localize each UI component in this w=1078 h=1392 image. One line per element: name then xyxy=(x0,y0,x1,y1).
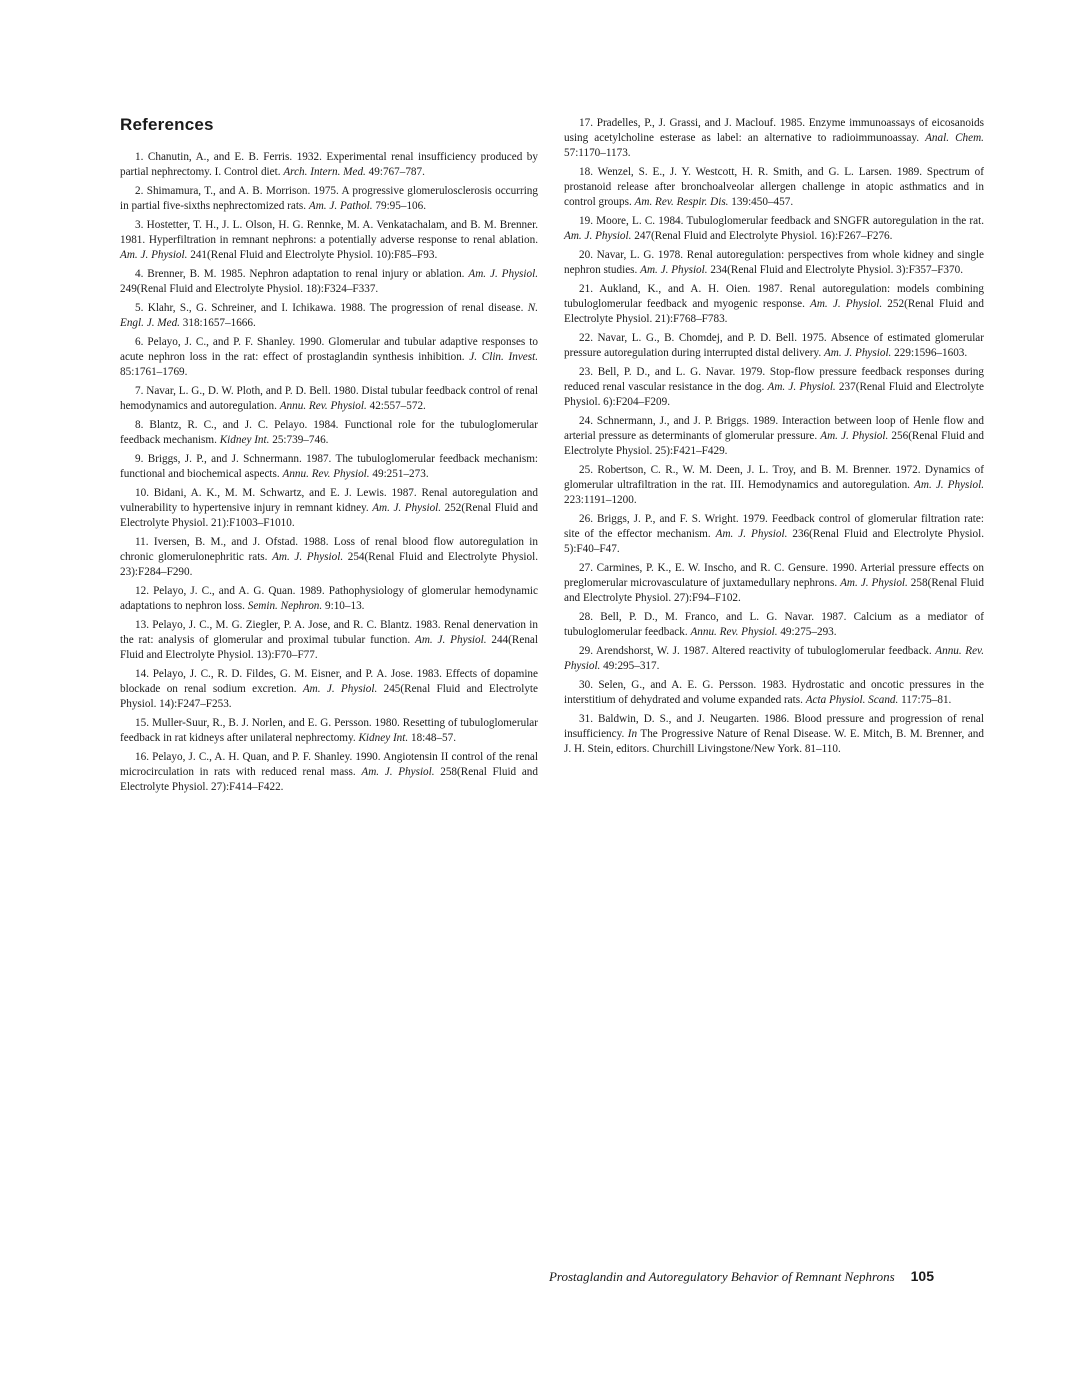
journal-name: Am. J. Physiol. xyxy=(120,249,188,261)
reference-entry: 13. Pelayo, J. C., M. G. Ziegler, P. A. Jose, and R. C. Blantz. 1983. Renal denervation in the rat: analysis of glomerular and proximal tubular function. Am. J. Physiol. 244(Renal Fluid and Electrolyte Physiol. 13):F70–F77. xyxy=(120,619,538,661)
journal-name: Am. J. Physiol. xyxy=(302,683,378,695)
reference-entry: 5. Klahr, S., G. Schreiner, and I. Ichikawa. 1988. The progression of renal disease. N. Engl. J. Med. 318:1657–1666. xyxy=(120,302,538,329)
journal-name: Annu. Rev. Physiol. xyxy=(564,645,984,672)
journal-name: Am. Rev. Respir. Dis. xyxy=(634,196,729,208)
journal-name: Arch. Intern. Med. xyxy=(283,166,366,178)
journal-name: Am. J. Pathol. xyxy=(308,200,373,212)
journal-name: Am. J. Physiol. xyxy=(361,766,435,778)
reference-entry: 27. Carmines, P. K., E. W. Inscho, and R. C. Gensure. 1990. Arterial pressure effects on preglomerular microvasculature of juxtamedullary nephrons. Am. J. Physiol. 258(Renal Fluid and Electrolyte Physiol. 27):F94–F102. xyxy=(564,562,984,604)
journal-name: Am. J. Physiol. xyxy=(415,634,487,646)
reference-entry: 16. Pelayo, J. C., A. H. Quan, and P. F. Shanley. 1990. Angiotensin II control of the renal microcirculation in rats with reduced renal mass. Am. J. Physiol. 258(Renal Fluid and Electrolyte Physiol. 27):F414–F422. xyxy=(120,751,538,793)
journal-name: Am. J. Physiol. xyxy=(715,528,788,540)
journal-name: Annu. Rev. Physiol. xyxy=(279,400,367,412)
journal-name: Am. J. Physiol. xyxy=(823,347,892,359)
journal-name: Am. J. Physiol. xyxy=(820,430,889,442)
running-title: Prostaglandin and Autoregulatory Behavior of Remnant Nephrons xyxy=(548,1269,895,1284)
reference-entry: 6. Pelayo, J. C., and P. F. Shanley. 1990. Glomerular and tubular adaptive responses to acute nephron loss in the rat: effect of prostaglandin synthesis inhibition. J. Clin. Invest. 85:1761–1769. xyxy=(120,336,539,378)
reference-entry: 31. Baldwin, D. S., and J. Neugarten. 1986. Blood pressure and progression of renal insufficiency. In The Progressive Nature of Renal Disease. W. E. Mitch, B. M. Brenner, and J. H. Stein, editors. Churchill Livingstone/New York. 81–110. xyxy=(564,713,984,755)
reference-entry: 20. Navar, L. G. 1978. Renal autoregulation: perspectives from whole kidney and single nephron studies. Am. J. Physiol. 234(Renal Fluid and Electrolyte Physiol. 3):F357–F370. xyxy=(564,249,984,276)
reference-entry: 11. Iversen, B. M., and J. Ofstad. 1988. Loss of renal blood flow autoregulation in chronic glomerulonephritic rats. Am. J. Physiol. 254(Renal Fluid and Electrolyte Physiol. 23):F284–F290. xyxy=(120,536,538,578)
journal-name: Anal. Chem. xyxy=(925,132,984,144)
journal-name: J. Clin. Invest. xyxy=(469,351,539,363)
reference-entry: 8. Blantz, R. C., and J. C. Pelayo. 1984. Functional role for the tubuloglomerular feedback mechanism. Kidney Int. 25:739–746. xyxy=(120,419,538,446)
journal-name: Am. J. Physiol. xyxy=(767,381,836,393)
reference-entry: 26. Briggs, J. P., and F. S. Wright. 1979. Feedback control of glomerular filtration rate: site of the effector mechanism. Am. J. Physiol. 236(Renal Fluid and Electrolyte Physiol. 5):F40–F47. xyxy=(564,513,985,555)
journal-name: Am. J. Physiol. xyxy=(564,230,632,242)
reference-entry: 18. Wenzel, S. E., J. Y. Westcott, H. R. Smith, and G. L. Larsen. 1989. Spectrum of prostanoid release after bronchoalveolar allergen challenge in atopic asthmatics and in control groups. Am. Rev. Respir. Dis. 139:450–457. xyxy=(564,166,984,208)
reference-entry: 23. Bell, P. D., and L. G. Navar. 1979. Stop-flow pressure feedback responses during reduced renal vascular resistance in the dog. Am. J. Physiol. 237(Renal Fluid and Electrolyte Physiol. 6):F204–F209. xyxy=(564,366,984,408)
journal-name: Am. J. Physiol. xyxy=(840,577,908,589)
references-column-right xyxy=(564,116,984,761)
journal-name: Am. J. Physiol. xyxy=(272,551,344,563)
journal-name: Semin. Nephron. xyxy=(247,600,323,612)
page-footer xyxy=(420,1268,934,1285)
reference-entry: 3. Hostetter, T. H., J. L. Olson, H. G. Rennke, M. A. Venkatachalam, and B. M. Brenner. 1981. Hyperfiltration in remnant nephrons: a potentially adverse response to renal ablation. Am. J. Physiol. 241(Renal Fluid and Electrolyte Physiol. 10):F85–F93. xyxy=(120,219,538,261)
reference-entry: 10. Bidani, A. K., M. M. Schwartz, and E. J. Lewis. 1987. Renal autoregulation and vulnerability to hypertensive injury in remnant kidney. Am. J. Physiol. 252(Renal Fluid and Electrolyte Physiol. 21):F1003–F1010. xyxy=(120,487,538,529)
journal-name: Kidney Int. xyxy=(358,732,409,744)
references-heading: References xyxy=(120,115,214,134)
reference-entry: 30. Selen, G., and A. E. G. Persson. 1983. Hydrostatic and oncotic pressures in the interstitium of dehydrated and volume expanded rats. Acta Physiol. Scand. 117:75–81. xyxy=(564,679,984,706)
reference-entry: 2. Shimamura, T., and A. B. Morrison. 1975. A progressive glomerulosclerosis occurring in partial five-sixths nephrectomized rats. Am. J. Pathol. 79:95–106. xyxy=(120,185,538,212)
reference-entry: 1. Chanutin, A., and E. B. Ferris. 1932. Experimental renal insufficiency produced by partial nephrectomy. I. Control diet. Arch. Intern. Med. 49:767–787. xyxy=(120,151,538,178)
journal-name: Am. J. Physiol. xyxy=(810,298,883,310)
reference-entry: 14. Pelayo, J. C., R. D. Fildes, G. M. Eisner, and P. A. Jose. 1983. Effects of dopamine blockade on renal sodium excretion. Am. J. Physiol. 245(Renal Fluid and Electrolyte Physiol. 14):F247–F253. xyxy=(120,668,538,710)
reference-entry: 12. Pelayo, J. C., and A. G. Quan. 1989. Pathophysiology of glomerular hemodynamic adaptations to nephron loss. Semin. Nephron. 9:10–13. xyxy=(120,585,538,612)
journal-name: Kidney Int. xyxy=(219,434,270,446)
journal-name: In xyxy=(627,728,638,740)
reference-entry: 7. Navar, L. G., D. W. Ploth, and P. D. Bell. 1980. Distal tubular feedback control of renal hemodynamics and autoregulation. Annu. Rev. Physiol. 42:557–572. xyxy=(120,385,538,412)
reference-entry: 28. Bell, P. D., M. Franco, and L. G. Navar. 1987. Calcium as a mediator of tubuloglomerular feedback. Annu. Rev. Physiol. 49:275–293. xyxy=(564,611,984,638)
reference-entry: 15. Muller-Suur, R., B. J. Norlen, and E. G. Persson. 1980. Resetting of tubuloglomerular feedback in rat kidneys after unilateral nephrectomy. Kidney Int. 18:48–57. xyxy=(120,717,538,744)
reference-entry: 19. Moore, L. C. 1984. Tubuloglomerular feedback and SNGFR autoregulation in the rat. Am. J. Physiol. 247(Renal Fluid and Electrolyte Physiol. 16):F267–F276. xyxy=(564,215,984,242)
reference-entry: 24. Schnermann, J., and J. P. Briggs. 1989. Interaction between loop of Henle flow and arterial pressure as determinants of glomerular pressure. Am. J. Physiol. 256(Renal Fluid and Electrolyte Physiol. 25):F421–F429. xyxy=(564,415,985,457)
journal-name: Am. J. Physiol. xyxy=(372,502,442,514)
journal-name: Annu. Rev. Physiol. xyxy=(282,468,370,480)
reference-entry: 22. Navar, L. G., B. Chomdej, and P. D. Bell. 1975. Absence of estimated glomerular pressure autoregulation during interrupted distal delivery. Am. J. Physiol. 229:1596–1603. xyxy=(564,332,984,359)
reference-entry: 21. Aukland, K., and A. H. Oien. 1987. Renal autoregulation: models combining tubuloglomerular feedback and myogenic response. Am. J. Physiol. 252(Renal Fluid and Electrolyte Physiol. 21):F768–F783. xyxy=(564,283,984,325)
reference-entry: 29. Arendshorst, W. J. 1987. Altered reactivity of tubuloglomerular feedback. Annu. Rev. Physiol. 49:295–317. xyxy=(564,645,984,672)
journal-name: Am. J. Physiol. xyxy=(468,268,539,280)
reference-entry: 4. Brenner, B. M. 1985. Nephron adaptation to renal injury or ablation. Am. J. Physiol. 249(Renal Fluid and Electrolyte Physiol. 18):F324–F337. xyxy=(120,268,539,295)
journal-name: Am. J. Physiol. xyxy=(640,264,708,276)
journal-name: Annu. Rev. Physiol. xyxy=(690,626,778,638)
reference-entry: 25. Robertson, C. R., W. M. Deen, J. L. Troy, and B. M. Brenner. 1972. Dynamics of glomerular ultrafiltration in the rat. III. Hemodynamics and autoregulation. Am. J. Physiol. 223:1191–1200. xyxy=(564,464,985,506)
references-column-left xyxy=(120,150,538,799)
reference-entry: 17. Pradelles, P., J. Grassi, and J. Maclouf. 1985. Enzyme immunoassays of eicosanoids using acetylcholine esterase as label: an alternative to radioimmunoassay. Anal. Chem. 57:1170–1173. xyxy=(564,117,984,159)
page-number: 105 xyxy=(910,1268,934,1284)
journal-name: Am. J. Physiol. xyxy=(914,479,985,491)
reference-entry: 9. Briggs, J. P., and J. Schnermann. 1987. The tubuloglomerular feedback mechanism: functional and biochemical aspects. Annu. Rev. Physiol. 49:251–273. xyxy=(120,453,538,480)
journal-name: Acta Physiol. Scand. xyxy=(805,694,899,706)
journal-name: N. Engl. J. Med. xyxy=(120,302,538,329)
